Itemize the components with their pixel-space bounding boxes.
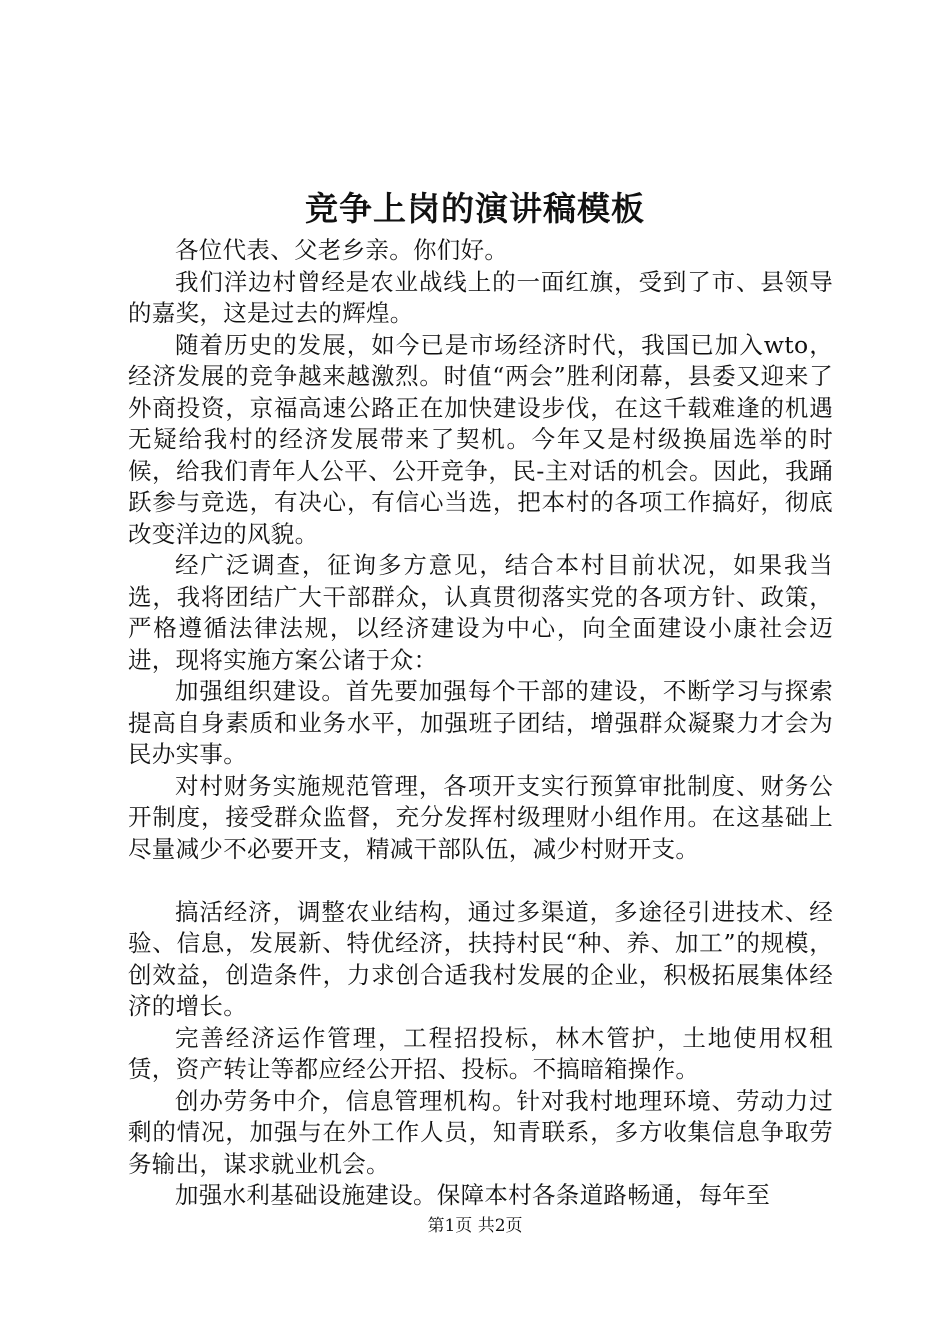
paragraph-labor: 创办劳务中介，信息管理机构。针对我村地理环境、劳动力过剩的情况，加强与在外工作人员，知青联系，多方收集信息争取劳务输出，谋求就业机会。 [128,1086,833,1178]
paragraph-greeting: 各位代表、父老乡亲。你们好。 [175,236,509,264]
document-body [128,235,833,1212]
paragraph-finance: 对村财务实施规范管理，各项开支实行预算审批制度、财务公开制度，接受群众监督，充分发挥村级理财小组作用。在这基础上尽量减少不必要开支，精减干部队伍，减少村财开支。 [128,771,833,863]
paragraph-organization: 加强组织建设。首先要加强每个干部的建设，不断学习与探索提高自身素质和业务水平，加强班子团结，增强群众凝聚力才会为民办实事。 [128,677,833,768]
paragraph-economy: 搞活经济，调整农业结构，通过多渠道，多途径引进技术、经验、信息，发展新、特优经济，扶持村民“种、养、加工”的规模，创效益，创造条件，力求创合适我村发展的企业，积极拓展集体经济的增长。 [128,897,833,1020]
paragraph-history: 我们洋边村曾经是农业战线上的一面红旗，受到了市、县领导的嘉奖，这是过去的辉煌。 [128,267,833,327]
paragraph-context: 随着历史的发展，如今已是市场经济时代，我国已加入wto，经济发展的竞争越来越激烈。时值“两会”胜利闭幕，县委又迎来了外商投资，京福高速公路正在加快建设步伐，在这千载难逢的机遇无疑给我村的经济发展带来了契机。今年又是村级换届选举的时候，给我们青年人公平、公开竞争，民-主对话的机会。因此，我踊跃参与竞选，有决心，有信心当选，把本村的各项工作搞好，彻底改变洋边的风貌。 [128,330,833,548]
document-title: 竞争上岗的演讲稿模板 [305,189,645,228]
paragraph-management: 完善经济运作管理，工程招投标，林木管护，土地使用权租赁，资产转让等都应经公开招、投标。不搞暗箱操作。 [128,1023,833,1083]
paragraph-infrastructure: 加强水利基础设施建设。保障本村各条道路畅通，每年至 [175,1181,770,1209]
paragraph-plan-intro: 经广泛调查，征询多方意见，结合本村目前状况，如果我当选，我将团结广大干部群众，认真贯彻落实党的各项方针、政策，严格遵循法律法规，以经济建设为中心，向全面建设小康社会迈进，现将实施方案公诸于众： [128,551,833,674]
page-footer: 第1页 共2页 [427,1216,523,1236]
